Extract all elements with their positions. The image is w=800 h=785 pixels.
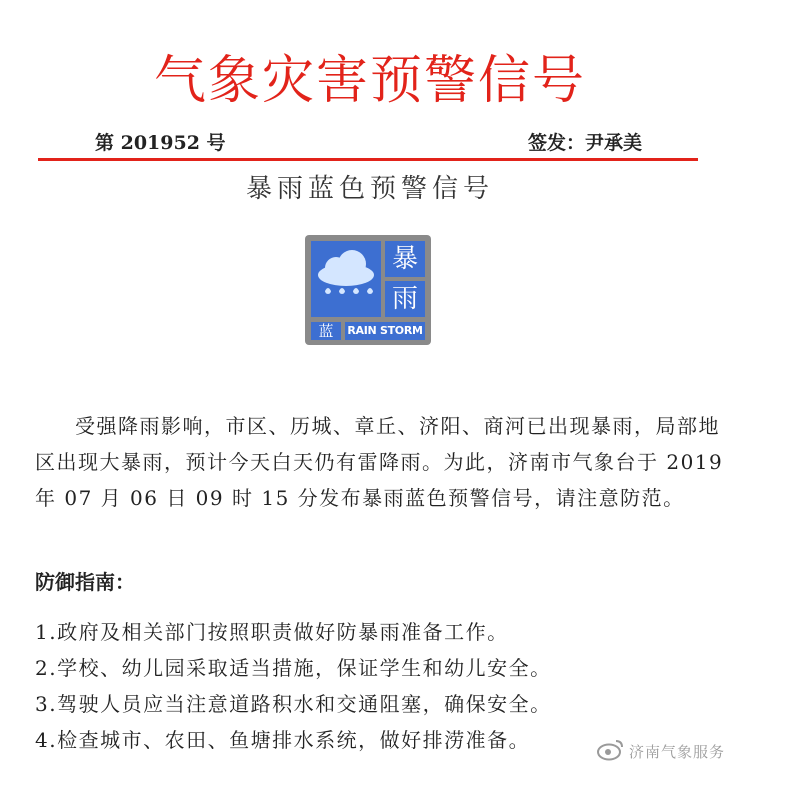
warning-paragraph: 受强降雨影响，市区、历城、章丘、济阳、商河已出现暴雨，局部地区出现大暴雨，预计今天白天仍有雷降雨。为此，济南市气象台于 2019 年 07 月 06 日 09 时 15 分发布暴雨蓝色预警信号，请注意防范。 [35,414,724,510]
rain-cloud-icon [311,241,381,317]
header-divider [38,158,698,161]
document-title: 气象灾害预警信号 [153,51,586,111]
badge-char-yu: 雨 [385,281,425,317]
defense-guide-title: 防御指南： [35,570,135,594]
badge-char-bao: 暴 [385,241,425,277]
guide-item: 3.驾驶人员应当注意道路积水和交通阻塞，确保安全。 [35,692,552,716]
guide-item: 4.检查城市、农田、鱼塘排水系统，做好排涝准备。 [35,728,531,752]
document-number: 第 201952 号 [95,132,226,154]
badge-english-label: RAIN STORM [345,322,425,340]
weibo-watermark [597,737,797,765]
badge-level-blue: 蓝 [311,322,341,340]
warning-title: 暴雨蓝色预警信号 [245,174,494,204]
guide-item: 2.学校、幼儿园采取适当措施，保证学生和幼儿安全。 [35,656,552,680]
weibo-logo-icon [597,737,625,765]
signer: 签发：尹承美 [528,132,643,154]
guide-item: 1.政府及相关部门按照职责做好防暴雨准备工作。 [35,620,509,644]
rainstorm-warning-badge [305,235,431,345]
watermark-text: 济南气象服务 [629,743,726,761]
